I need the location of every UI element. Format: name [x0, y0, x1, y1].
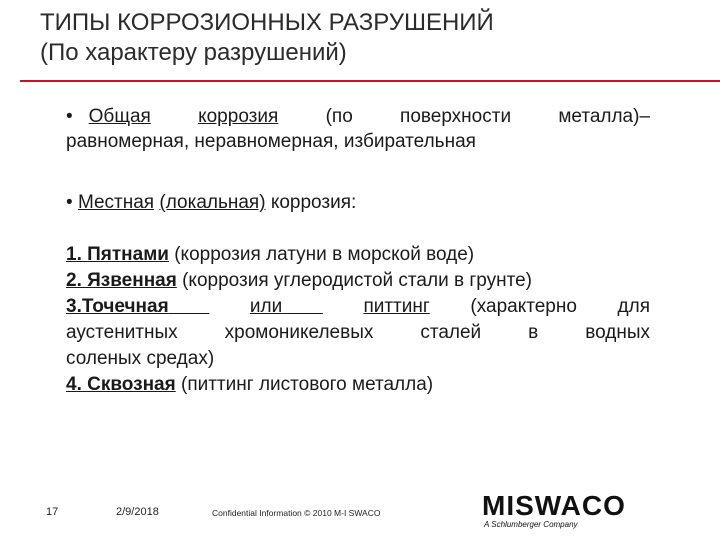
slide-title — [40, 8, 494, 68]
footer-date: 2/9/2018 — [116, 506, 159, 518]
list-item-desc: (коррозия латуни в морской воде) — [168, 244, 475, 265]
list-item-desc: (питтинг листового металла) — [175, 374, 434, 395]
general-term-2: коррозия — [198, 106, 279, 127]
general-corrosion-line-1 — [66, 104, 650, 129]
title-line-2: (По характеру разрушений) — [40, 39, 347, 66]
list-item-or: или — [249, 296, 283, 317]
local-term-2: (локальная) — [159, 192, 266, 213]
list-item-term: 3.Точечная — [66, 296, 169, 317]
general-term: Общая — [88, 106, 151, 127]
list-item-desc: (коррозия углеродистой стали в грунте) — [176, 270, 533, 291]
general-corrosion-paragraph — [66, 104, 650, 154]
local-corrosion-paragraph — [66, 190, 356, 215]
logo-wordmark — [482, 490, 626, 522]
company-logo — [482, 490, 710, 530]
page-number: 17 — [46, 506, 59, 518]
logo-text: MISWACO — [482, 490, 626, 521]
list-item-alt: питтинг — [363, 296, 430, 317]
general-rest: (по поверхности металла)– — [325, 106, 651, 127]
logo-tagline: A Schlumberger Company — [484, 520, 578, 529]
bullet: • — [66, 192, 73, 213]
list-item — [66, 242, 650, 268]
list-item-term: 4. Сквозная — [66, 374, 176, 395]
list-item-term: 1. Пятнами — [66, 244, 169, 265]
list-item-desc: (характерно для — [470, 296, 650, 317]
list-item — [66, 268, 650, 294]
bullet: • — [66, 106, 73, 127]
local-rest: коррозия: — [270, 192, 357, 213]
list-item — [66, 294, 650, 320]
local-term: Местная — [77, 192, 155, 213]
list-item-continuation: соленых средах) — [66, 348, 215, 369]
list-item-continuation: аустенитных хромоникелевых сталей в водных — [66, 322, 650, 343]
list-item-term: 2. Язвенная — [66, 270, 177, 291]
title-line-1: ТИПЫ КОРРОЗИОННЫХ РАЗРУШЕНИЙ — [40, 9, 494, 36]
corrosion-types-list — [66, 242, 650, 398]
footer-confidential: Confidential Information © 2010 M-I SWACO — [212, 508, 381, 518]
list-item — [66, 372, 650, 398]
title-divider — [20, 80, 720, 82]
general-corrosion-line-2: равномерная, неравномерная, избирательная — [66, 131, 476, 152]
